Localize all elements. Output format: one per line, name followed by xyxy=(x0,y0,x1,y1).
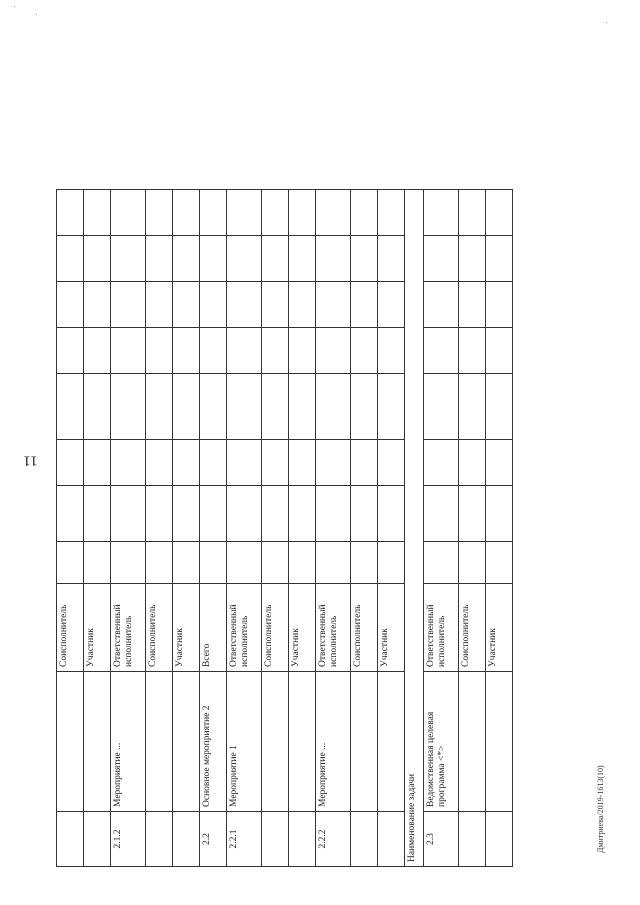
program-table xyxy=(56,189,513,867)
row-name xyxy=(486,672,513,812)
table-row xyxy=(262,190,289,867)
row-name: Мероприятие ... xyxy=(111,672,146,812)
row-number xyxy=(84,812,111,867)
page-number: 11 xyxy=(23,452,38,469)
table-row xyxy=(316,190,351,867)
row-role: Участник xyxy=(289,584,316,672)
footer-note: Дмитриева/2019-1613(10) xyxy=(596,765,605,853)
row-number: 2.2.1 xyxy=(227,812,262,867)
row-name: Основное мероприятие 2 xyxy=(200,672,227,812)
row-role: Участник xyxy=(486,584,513,672)
row-name: Мероприятие 1 xyxy=(227,672,262,812)
table-row xyxy=(173,190,200,867)
row-number: 2.2.2 xyxy=(316,812,351,867)
row-number xyxy=(57,812,84,867)
table-row xyxy=(351,190,378,867)
row-role: Ответственный исполнитель xyxy=(111,584,146,672)
row-role: Участник xyxy=(84,584,111,672)
row-number xyxy=(351,812,378,867)
row-name xyxy=(57,672,84,812)
scan-speck xyxy=(606,22,607,23)
table-row xyxy=(424,190,459,867)
row-number xyxy=(459,812,486,867)
row-number xyxy=(146,812,173,867)
table-row xyxy=(146,190,173,867)
row-role: Всего xyxy=(200,584,227,672)
row-name xyxy=(378,672,405,812)
table-row xyxy=(378,190,405,867)
row-role: Участник xyxy=(378,584,405,672)
row-role: Ответственный исполнитель xyxy=(424,584,459,672)
row-name xyxy=(262,672,289,812)
row-number: 2.3 xyxy=(424,812,459,867)
row-role: Ответственный исполнитель xyxy=(227,584,262,672)
row-name xyxy=(459,672,486,812)
table-row xyxy=(459,190,486,867)
row-number xyxy=(289,812,316,867)
row-role: Соисполнитель xyxy=(459,584,486,672)
row-name xyxy=(146,672,173,812)
table-row xyxy=(486,190,513,867)
row-role: Ответственный исполнитель xyxy=(316,584,351,672)
row-number xyxy=(486,812,513,867)
table-row xyxy=(200,190,227,867)
table-row xyxy=(84,190,111,867)
row-number xyxy=(378,812,405,867)
row-role: Соисполнитель xyxy=(262,584,289,672)
scan-speck xyxy=(36,14,37,15)
table-row xyxy=(111,190,146,867)
row-number: 2.2 xyxy=(200,812,227,867)
row-name xyxy=(351,672,378,812)
row-number: 2.1.2 xyxy=(111,812,146,867)
row-name: Мероприятие ... xyxy=(316,672,351,812)
table-row xyxy=(227,190,262,867)
scan-speck xyxy=(14,6,15,7)
table-row xyxy=(57,190,84,867)
row-role: Соисполнитель xyxy=(146,584,173,672)
row-role: Участник xyxy=(173,584,200,672)
row-name xyxy=(173,672,200,812)
section-row xyxy=(405,190,424,867)
row-role: Соисполнитель xyxy=(57,584,84,672)
row-name: Ведомственная целевая программа <*> xyxy=(424,672,459,812)
row-name xyxy=(289,672,316,812)
row-role: Соисполнитель xyxy=(351,584,378,672)
table-row xyxy=(289,190,316,867)
row-name xyxy=(84,672,111,812)
row-number xyxy=(173,812,200,867)
section-heading: Наименование задачи xyxy=(405,190,424,867)
row-number xyxy=(262,812,289,867)
